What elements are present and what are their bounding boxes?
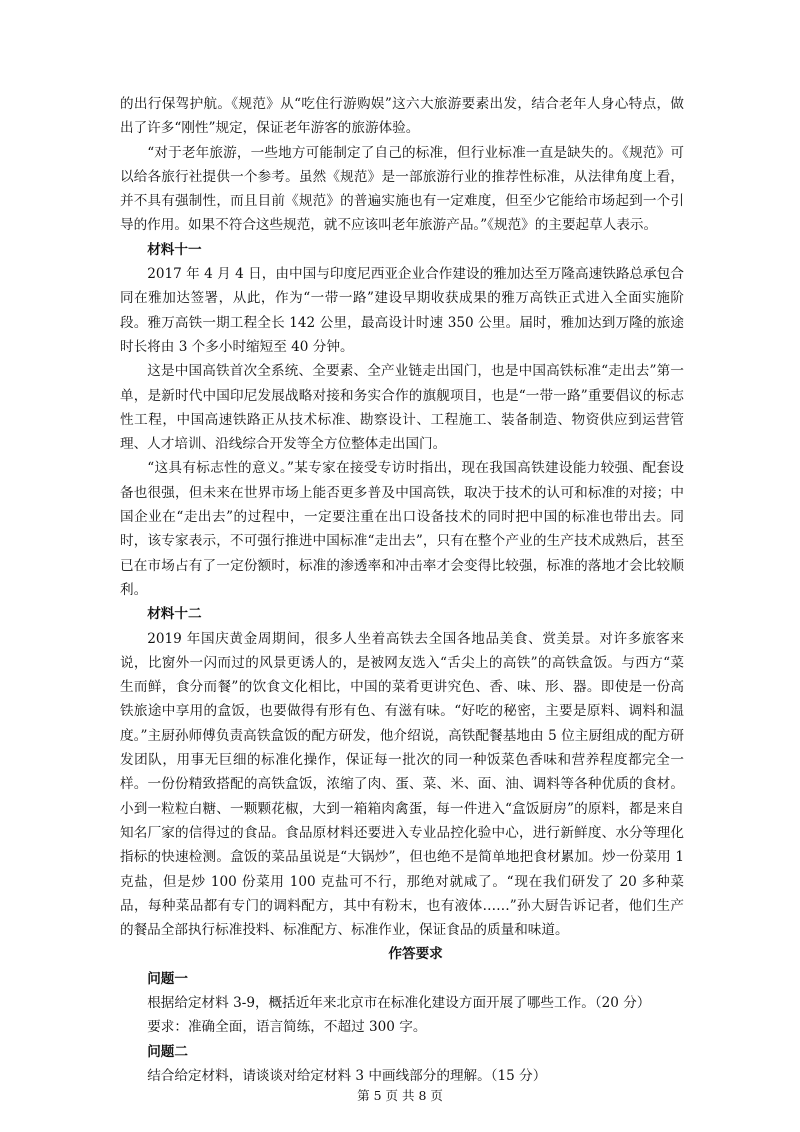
material-11-paragraph-3: “这具有标志性的意义。”某专家在接受专访时指出，现在我国高铁建设能力较强、配套设备也很强，但未来在世界市场上能否更多普及中国高铁，取决于技术的认可和标准的对接；中国企业在“走出去”的过程中，一定要注重在出口设备技术的同时把中国的标准也带出去。同时，该专家表示，不可强行推进中国标准“走出去”，只有在整个产业的生产技术成熟后，甚至已在市场占有了一定份额时，标准的渗透率和冲击率才会变得比较强，标准的落地才会比较顺利。: [120, 460, 684, 598]
paragraph-intro-1: 的出行保驾护航。《规范》从“吃住行游购娱”这六大旅游要素出发，结合老年人身心特点，做出了许多“刚性”规定，保证老年游客的旅游体验。: [120, 96, 684, 137]
material-11-paragraph-1: 2017 年 4 月 4 日，由中国与印度尼西亚企业合作建设的雅加达至万隆高速铁路总承包合同在雅加达签署，从此，作为“一带一路”建设早期收获成果的雅万高铁正式进入全面实施阶段。雅万高铁一期工程全长 142 公里，最高设计时速 350 公里。届时，雅加达到万隆的旅途时长将由 3 个多小时缩短至 40 分钟。: [120, 266, 684, 355]
question-1-heading: 问题一: [147, 970, 188, 987]
answer-requirements-title: 作答要求: [388, 946, 443, 963]
material-11-heading: 材料十一: [147, 241, 202, 258]
question-2-heading: 问题二: [147, 1043, 188, 1060]
document-body: [120, 92, 684, 1088]
page-number-footer: 第 5 页 共 8 页: [357, 1088, 443, 1103]
question-1-text: 根据给定材料 3-9，概括近年来北京市在标准化建设方面开展了哪些工作。（20 分）: [147, 994, 651, 1011]
question-2-text: 结合给定材料，请谈谈对给定材料 3 中画线部分的理解。（15 分）: [147, 1067, 547, 1084]
material-12-heading: 材料十二: [147, 606, 202, 623]
material-11-paragraph-2: 这是中国高铁首次全系统、全要素、全产业链走出国门，也是中国高铁标准“走出去”第一单，是新时代中国印尼发展战略对接和务实合作的旗舰项目，也是“一带一路”重要倡议的标志性工程，中国高速铁路正从技术标准、勘察设计、工程施工、装备制造、物资供应到运营管理、人才培训、沿线综合开发等全方位整体走出国门。: [120, 363, 684, 453]
paragraph-intro-2: “对于老年旅游，一些地方可能制定了自己的标准，但行业标准一直是缺失的。《规范》可以给各旅行社提供一个参考。虽然《规范》是一部旅游行业的推荐性标准，从法律角度上看，并不具有强制性，而且目前《规范》的普遍实施也有一定难度，但至少它能给市场起到一个引导的作用。如果不符合这些规范，就不应该叫老年旅游产品。”《规范》的主要起草人表示。: [120, 144, 684, 234]
question-1-requirement: 要求：准确全面，语言简练，不超过 300 字。: [147, 1019, 427, 1036]
material-12-paragraph-1: 2019 年国庆黄金周期间，很多人坐着高铁去全国各地品美食、赏美景。对许多旅客来说，比窗外一闪而过的风景更诱人的，是被网友选入“舌尖上的高铁”的高铁盒饭。与西方“菜生而鲜，食分而餐”的饮食文化相比，中国的菜肴更讲究色、香、味、形、器。即使是一份高铁旅途中享用的盒饭，也要做得有形有色、有滋有味。“好吃的秘密，主要是原料、调料和温度。”主厨孙师傅负责高铁盒饭的配方研发，他介绍说，高铁配餐基地由 5 位主厨组成的配方研发团队，用事无巨细的标准化操作，保证每一批次的同一种饭菜色香味和营养程度都完全一样。一份份精致搭配的高铁盒饭，浓缩了肉、蛋、菜、米、面、油、调料等各种优质的食材。小到一粒粒白糖、一颗颗花椒，大到一箱箱肉禽蛋，每一件进入“盒饭厨房”的原料，都是来自知名厂家的信得过的食品。食品原材料还要进入专业品控化验中心，进行新鲜度、水分等理化指标的快速检测。盒饭的菜品虽说是“大锅炒”，但也绝不是简单地把食材累加。炒一份菜用 1 克盐，但是炒 100 份菜用 100 克盐可不行，那绝对就咸了。“现在我们研发了 20 多种菜品，每种菜品都有专门的调料配方，其中有粉末，也有液体……”孙大厨告诉记者，他们生产的餐品全部执行标准投料、标准配方、标准作业，保证食品的质量和味道。: [120, 630, 684, 939]
